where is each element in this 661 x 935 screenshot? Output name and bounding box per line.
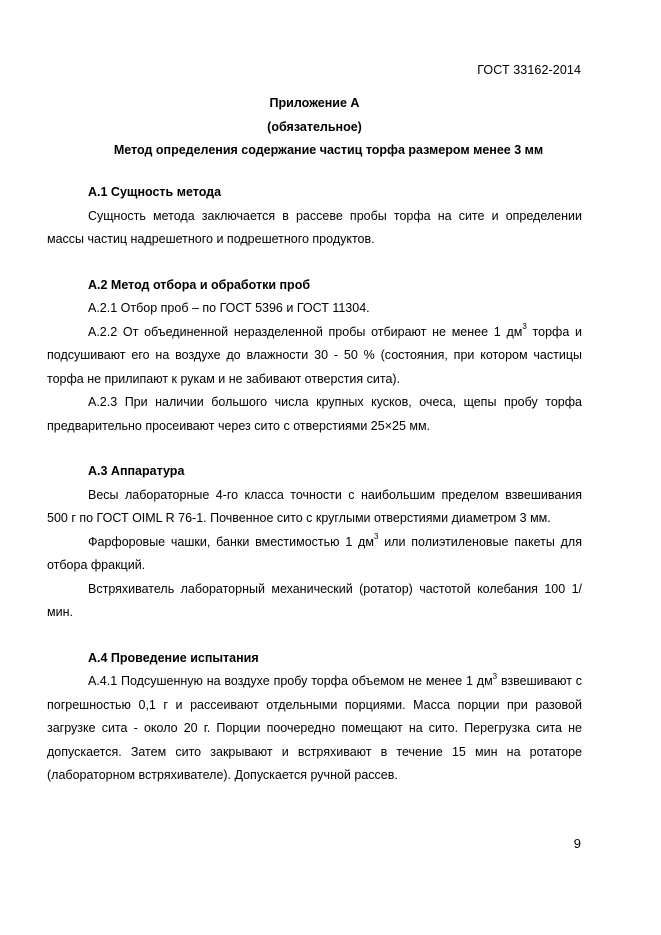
- paragraph-a2-1: А.2.1 Отбор проб – по ГОСТ 5396 и ГОСТ 11304.: [88, 301, 370, 315]
- superscript-cubic: 3: [492, 671, 498, 681]
- paragraph-a2-3: А.2.3 При наличии большого числа крупных кусков, очеса, щепы пробу торфа предварительно просеивают через сито с отверстиями 25×25 мм.: [47, 395, 582, 433]
- paragraph-a4-1-text-end: взвешивают с погрешностью 0,1 г и рассеивают отдельными порциями. Масса порции при разовой загрузке сита - около 20 г. Порции поочередно помещают на сито. Перегрузка сита не допускается. Затем сито закрывают и встряхивают в течение 15 мин на ротаторе (лабораторном встряхивателе). Допускается ручной рассев.: [47, 674, 582, 782]
- section-gap: [47, 438, 582, 460]
- paragraph-a3-dishes-text-start: Фарфоровые чашки, банки вместимостью 1 дм: [88, 534, 374, 549]
- section-gap: [47, 252, 582, 274]
- paragraph-a2-2-text-end: торфа и подсушивают его на воздухе до влажности 30 - 50 % (состояния, при котором частицы торфа не прилипают к рукам и не забивают отверстия сита).: [47, 324, 582, 386]
- paragraph-a3-scales: Весы лабораторные 4-го класса точности с наибольшим пределом взвешивания 500 г по ГОСТ OIML R 76-1. Почвенное сито с круглыми отверстиями диаметром 3 мм.: [47, 487, 582, 525]
- paragraph-a4-1-text-start: А.4.1 Подсушенную на воздухе пробу торфа объемом не менее 1 дм: [88, 674, 493, 688]
- appendix-status: (обязательное): [267, 119, 362, 134]
- document-code: ГОСТ 33162-2014: [477, 63, 581, 77]
- section-heading-a2: А.2 Метод отбора и обработки проб: [88, 277, 311, 292]
- page-number: 9: [573, 836, 581, 851]
- superscript-cubic: 3: [522, 322, 527, 332]
- superscript-cubic: 3: [373, 532, 379, 542]
- paragraph-a3-dishes-text-end: или полиэтиленовые пакеты для отбора фракций.: [47, 534, 582, 572]
- appendix-title: Приложение А: [269, 96, 360, 110]
- paragraph-a3-shaker: Встряхиватель лабораторный механический (ротатор) частотой колебания 100 1/мин.: [47, 581, 582, 619]
- paragraph-a2-2-text-start: А.2.2 От объединенной неразделенной пробы отбирают не менее 1 дм: [88, 324, 523, 339]
- paragraph-a2-2: [47, 321, 582, 392]
- paragraph-a4-1: [47, 670, 582, 788]
- appendix-heading: [47, 92, 582, 163]
- section-heading-a4: А.4 Проведение испытания: [88, 650, 259, 665]
- document-body: [47, 181, 582, 788]
- paragraph-a1-essence: Сущность метода заключается в рассеве пробы торфа на сите и определении массы частиц надрешетного и подрешетного продуктов.: [47, 208, 582, 246]
- paragraph-a3-dishes: [47, 531, 582, 578]
- appendix-method-title: Метод определения содержание частиц торфа размером менее 3 мм: [113, 143, 544, 157]
- section-heading-a3: А.3 Аппаратура: [88, 464, 185, 478]
- section-gap: [47, 625, 582, 647]
- section-heading-a1: А.1 Сущность метода: [88, 185, 222, 199]
